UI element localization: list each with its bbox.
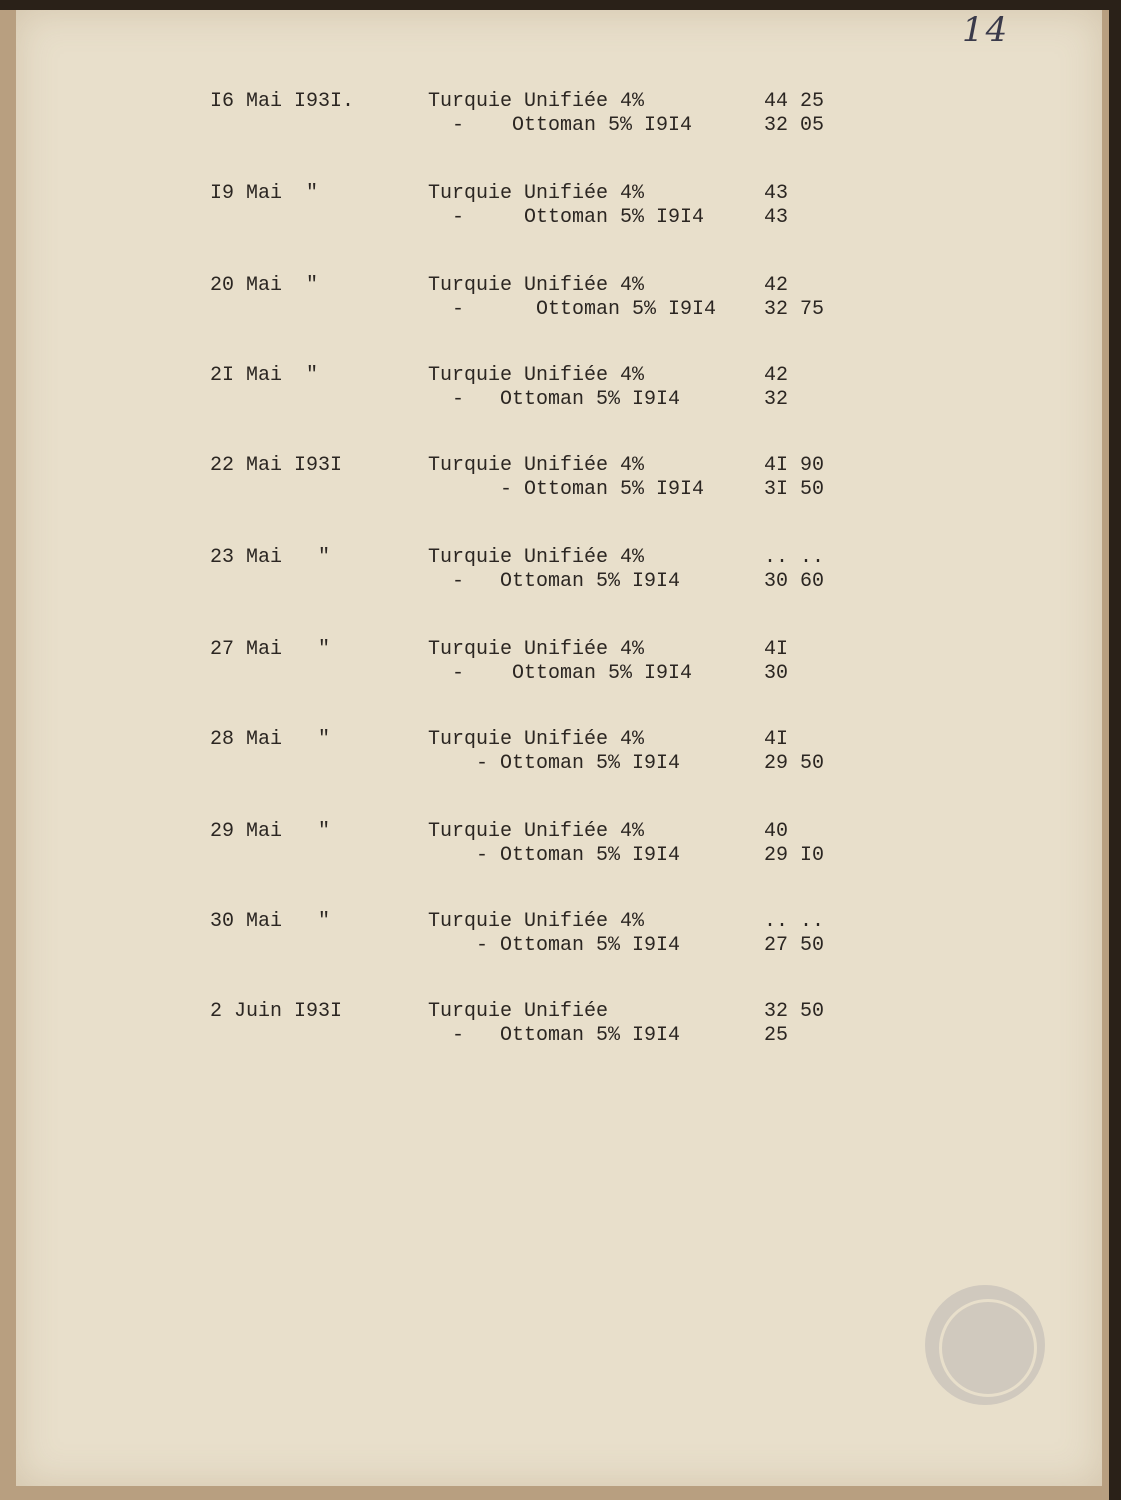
price-ottoman: 3I 50 bbox=[764, 478, 825, 501]
price-unifiee: 4I 90 bbox=[764, 454, 825, 477]
price-entry bbox=[0, 364, 1121, 424]
entry-date: 2 Juin I93I bbox=[210, 1000, 343, 1023]
bond-ottoman: - Ottoman 5% I9I4 bbox=[452, 478, 705, 501]
archive-seal-ring bbox=[939, 1299, 1037, 1397]
bond-ottoman: - Ottoman 5% I9I4 bbox=[452, 388, 681, 411]
price-entry bbox=[0, 274, 1121, 334]
bond-ottoman: - Ottoman 5% I9I4 bbox=[452, 662, 693, 685]
price-ottoman: 43 bbox=[764, 206, 789, 229]
scan-border-top bbox=[0, 0, 1121, 10]
price-entry bbox=[0, 454, 1121, 514]
price-ottoman: 29 50 bbox=[764, 752, 825, 775]
price-entry bbox=[0, 1000, 1121, 1060]
folio-number: 14 bbox=[962, 10, 1010, 50]
price-entry bbox=[0, 90, 1121, 150]
archive-seal bbox=[925, 1285, 1045, 1405]
entry-date: 30 Mai " bbox=[210, 910, 331, 933]
price-unifiee: 4I bbox=[764, 638, 789, 661]
price-ottoman: 30 60 bbox=[764, 570, 825, 593]
entry-date: 23 Mai " bbox=[210, 546, 331, 569]
bond-unifiee: Turquie Unifiée 4% bbox=[428, 364, 645, 387]
bond-ottoman: - Ottoman 5% I9I4 bbox=[452, 206, 705, 229]
price-entry bbox=[0, 910, 1121, 970]
price-ottoman: 27 50 bbox=[764, 934, 825, 957]
entry-date: 2I Mai " bbox=[210, 364, 319, 387]
bond-unifiee: Turquie Unifiée 4% bbox=[428, 182, 645, 205]
price-ottoman: 32 bbox=[764, 388, 789, 411]
price-ottoman: 30 bbox=[764, 662, 789, 685]
price-ottoman: 32 05 bbox=[764, 114, 825, 137]
price-entry bbox=[0, 638, 1121, 698]
price-entry bbox=[0, 728, 1121, 788]
entry-date: I9 Mai " bbox=[210, 182, 319, 205]
bond-unifiee: Turquie Unifiée 4% bbox=[428, 454, 645, 477]
price-unifiee: 32 50 bbox=[764, 1000, 825, 1023]
price-unifiee: 42 bbox=[764, 364, 789, 387]
price-unifiee: .. .. bbox=[764, 546, 825, 569]
price-unifiee: 40 bbox=[764, 820, 789, 843]
entry-date: 29 Mai " bbox=[210, 820, 331, 843]
price-entry bbox=[0, 820, 1121, 880]
price-entry bbox=[0, 182, 1121, 242]
price-unifiee: 43 bbox=[764, 182, 789, 205]
entry-date: 27 Mai " bbox=[210, 638, 331, 661]
price-unifiee: 4I bbox=[764, 728, 789, 751]
bond-ottoman: - Ottoman 5% I9I4 bbox=[452, 844, 681, 867]
price-unifiee: 42 bbox=[764, 274, 789, 297]
bond-unifiee: Turquie Unifiée 4% bbox=[428, 638, 645, 661]
bond-unifiee: Turquie Unifiée 4% bbox=[428, 728, 645, 751]
bond-ottoman: - Ottoman 5% I9I4 bbox=[452, 1024, 681, 1047]
bond-unifiee: Turquie Unifiée bbox=[428, 1000, 609, 1023]
price-ottoman: 29 I0 bbox=[764, 844, 825, 867]
bond-unifiee: Turquie Unifiée 4% bbox=[428, 910, 645, 933]
price-ottoman: 32 75 bbox=[764, 298, 825, 321]
bond-unifiee: Turquie Unifiée 4% bbox=[428, 546, 645, 569]
price-unifiee: .. .. bbox=[764, 910, 825, 933]
bond-ottoman: - Ottoman 5% I9I4 bbox=[452, 298, 717, 321]
bond-ottoman: - Ottoman 5% I9I4 bbox=[452, 752, 681, 775]
entry-date: 20 Mai " bbox=[210, 274, 319, 297]
bond-ottoman: - Ottoman 5% I9I4 bbox=[452, 114, 693, 137]
entry-date: 28 Mai " bbox=[210, 728, 331, 751]
bond-unifiee: Turquie Unifiée 4% bbox=[428, 274, 645, 297]
bond-ottoman: - Ottoman 5% I9I4 bbox=[452, 570, 681, 593]
bond-ottoman: - Ottoman 5% I9I4 bbox=[452, 934, 681, 957]
price-ottoman: 25 bbox=[764, 1024, 789, 1047]
bond-unifiee: Turquie Unifiée 4% bbox=[428, 90, 645, 113]
entry-date: I6 Mai I93I. bbox=[210, 90, 355, 113]
price-entry bbox=[0, 546, 1121, 606]
price-unifiee: 44 25 bbox=[764, 90, 825, 113]
entry-date: 22 Mai I93I bbox=[210, 454, 343, 477]
bond-unifiee: Turquie Unifiée 4% bbox=[428, 820, 645, 843]
